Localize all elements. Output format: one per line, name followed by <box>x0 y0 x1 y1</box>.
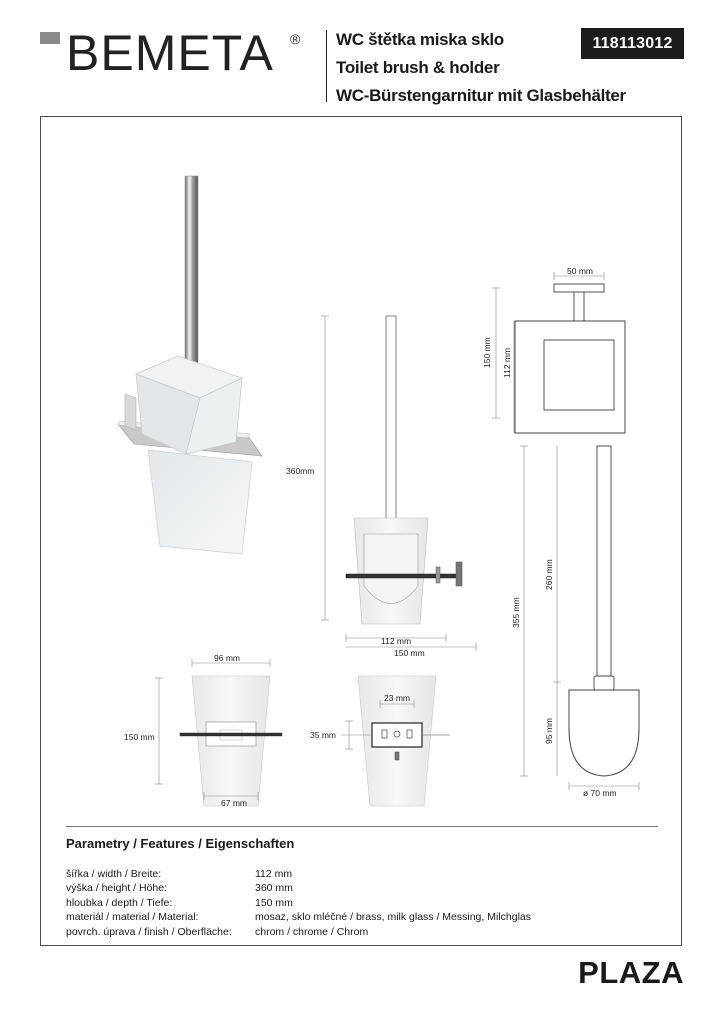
feature-label: materiál / material / Material: <box>66 911 199 924</box>
feature-value: 112 mm <box>255 868 293 880</box>
feature-label: šířka / width / Breite: <box>66 868 162 880</box>
dim-plate-height: 35 mm <box>310 730 336 740</box>
dim-brush-head: 95 mm <box>544 718 554 744</box>
feature-value: 150 mm <box>255 896 293 909</box>
header-separator <box>326 30 327 102</box>
dim-brush-total: 355 mm <box>511 597 521 628</box>
dim-front-depth: 150 mm <box>394 648 425 658</box>
dim-front-height: 360mm <box>286 466 315 476</box>
technical-drawing <box>40 116 682 836</box>
dim-side-outer-height: 150 mm <box>482 337 492 368</box>
dim-glass-bottom-width: 67 mm <box>221 798 247 808</box>
feature-label: výška / height / Höhe: <box>66 882 167 895</box>
feature-value: 360 mm <box>255 882 293 895</box>
dim-brush-handle: 260 mm <box>544 559 554 590</box>
front-view <box>321 316 476 651</box>
dim-side-inner-height: 112 mm <box>502 347 512 378</box>
dim-side-top-width: 50 mm <box>567 266 593 276</box>
logo-wordmark: BEMETA <box>66 25 274 78</box>
dim-front-width: 112 mm <box>381 636 412 646</box>
title-en: Toilet brush & holder <box>336 58 500 77</box>
feature-value: chrom / chrome / Chrom <box>255 925 369 938</box>
feature-label: povrch. úprava / finish / Oberfläche: <box>66 925 232 938</box>
features-divider <box>66 826 658 827</box>
dim-plate-width: 23 mm <box>384 693 410 703</box>
title-de: WC-Bürstengarnitur mit Glasbehälter <box>336 86 626 105</box>
logo-registered-mark: ® <box>290 31 301 47</box>
dim-glass-top-width: 96 mm <box>214 653 240 663</box>
dim-glass-height: 150 mm <box>124 732 155 742</box>
product-photo <box>118 176 262 554</box>
product-code-badge: 118113012 <box>581 28 684 59</box>
dim-brush-diameter: ø 70 mm <box>583 788 617 798</box>
feature-value: mosaz, sklo mléčné / brass, milk glass / Messing, Milchglas <box>255 911 531 924</box>
feature-label: hloubka / depth / Tiefe: <box>66 896 173 909</box>
title-cz: WC štětka miska sklo <box>336 30 504 49</box>
brush-view <box>520 446 639 790</box>
bemeta-logo <box>40 22 310 78</box>
series-name: PLAZA <box>578 955 684 990</box>
features-title: Parametry / Features / Eigenschaften <box>66 836 295 851</box>
glass-front-view <box>155 659 282 806</box>
logo-grey-block <box>40 32 60 44</box>
